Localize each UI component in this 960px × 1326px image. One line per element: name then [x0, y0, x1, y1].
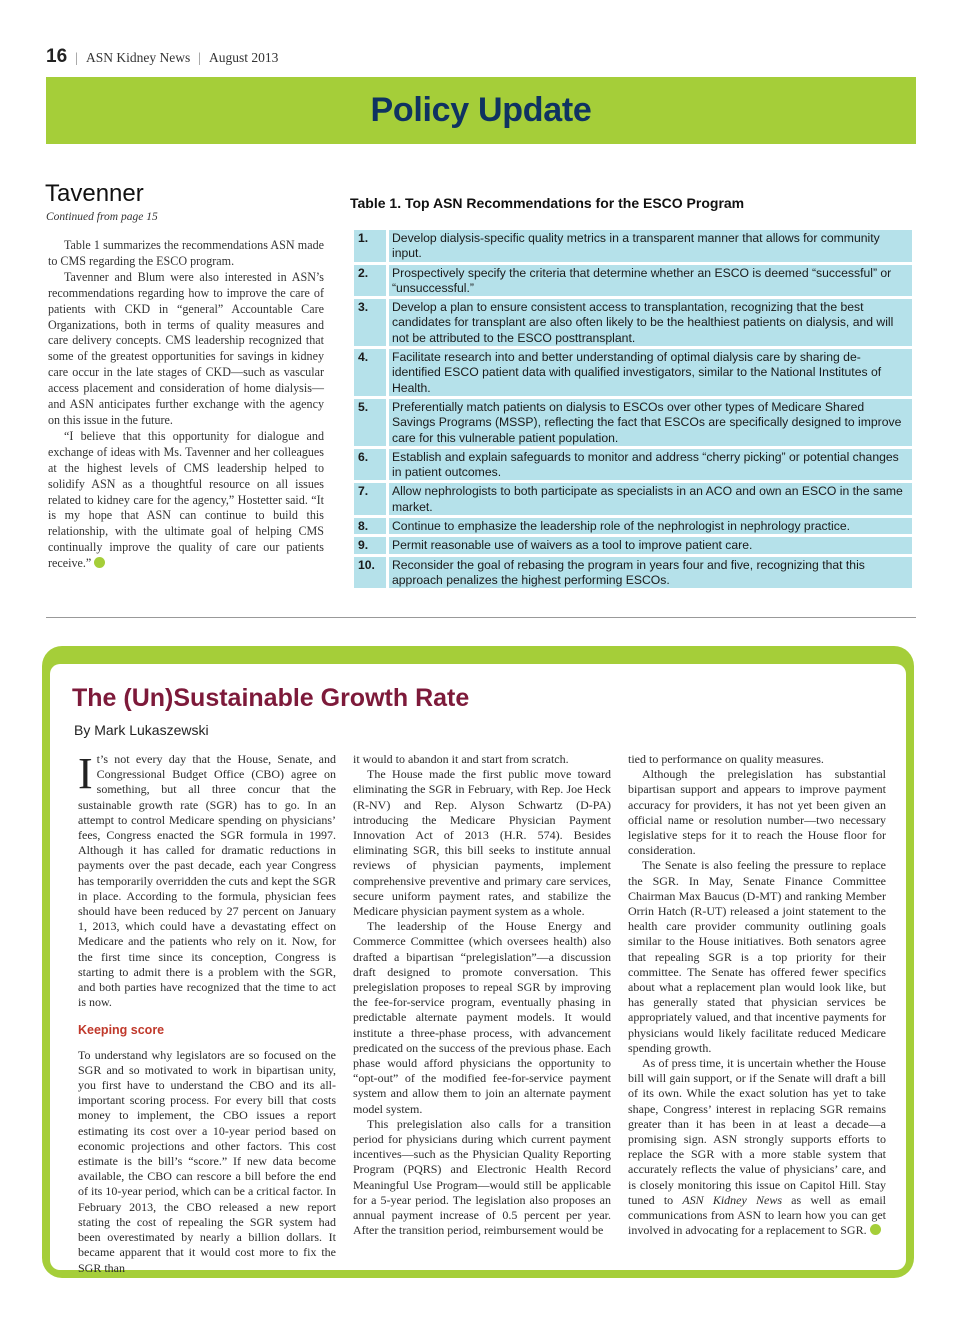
paragraph: Although the prelegislation has substantial bipartisan support and appears to improve payment accuracy for providers, it has not yet been given an official name or resolution number—two necessary legislative steps for it to reach the House floor for consideration. [628, 767, 886, 858]
paragraph: The House made the first public move toward eliminating the SGR in February, with Rep. Joe Heck (R-NV) and Rep. Alyson Schwartz (D-PA) introducing the Medicare Physician Payment Innovation Act of 2013 (H.R. 574). Besides eliminating SGR, this bill seeks to institute annual reviews of physician payments, implement comprehensive preventive and primary care services, secure uniform payment rates, and stabilize the Medicare physician payment system as a whole. [353, 767, 611, 919]
table-row [354, 557, 912, 589]
issue-date: August 2013 [209, 50, 279, 65]
row-text: Permit reasonable use of waivers as a tool to improve patient care. [389, 537, 912, 553]
row-number: 2. [354, 265, 386, 297]
page-header [46, 46, 278, 70]
table-row [354, 230, 912, 262]
paragraph: This prelegislation also calls for a transition period for physicians during which current payment incentives—such as the Physician Quality Reporting Program (PQRS) and Electronic Health Record Meaningful Use Program—would still be applicable for a 5-year period. The legislation also proposes an annual payment increase of 0.5 percent per year. After the transition period, reimbursement would be [353, 1116, 611, 1238]
paragraph: The Senate is also feeling the pressure to replace the SGR. In May, Senate Finance Committee Chairman Max Baucus (D-MT) and ranking Member Orrin Hatch (R-UT) released a joint statement to the health care provider community outlining goals similar to the House initiatives. Both senators agree that repealing SGR is a top priority for their committee. The Senate has offered fewer specifics about what a replacement plan would look like, but has generally stated that physician services be appropriately valued, and that incentive payments for physicians would likely facilitate reduced Medicare spending growth. [628, 858, 886, 1055]
row-text: Develop dialysis-specific quality metrics in a transparent manner that allows for community input. [389, 230, 912, 262]
sgr-column-2 [353, 752, 611, 1239]
end-mark-icon [94, 557, 105, 568]
paragraph-text: t’s not every day that the House, Senate, and Congressional Budget Office (CBO) agree on something, but all three concur that the sustainable growth rate (SGR) has to go. In an attempt to control Medicare spending on physicians’ fees, Congress enacted the SGR formula in 1997. Although it has called for dramatic reductions in payments over the past decade, each year Congress has temporarily overridden the cuts and kept the SGR in place. According to the formula, physician fees should have been reduced by 27 percent on January 1, 2013, which could have a devastating effect on Medicare and the patients who rely on it. Now, for the first time since its conception, Congress is starting to admit there is a problem with the SGR, and both parties have recognized that the time to act is now. [78, 752, 336, 1010]
tavenner-article-body [48, 238, 324, 572]
section-title: Policy Update [370, 91, 592, 129]
row-text: Develop a plan to ensure consistent access to transplantation, recognizing that the best candidates for transplant are also often likely to be the healthiest patients on dialysis, and will not be attributed to the ESCO posttransplant. [389, 299, 912, 346]
paragraph: tied to performance on quality measures. [628, 752, 824, 766]
paragraph [48, 429, 324, 572]
article-title-sgr: The (Un)Sustainable Growth Rate [72, 684, 470, 712]
publication-reference: ASN Kidney News [682, 1192, 783, 1207]
paragraph: The leadership of the House Energy and Commerce Committee (which oversees health) also drafted a bipartisan “prelegislation”—a discussion draft designed to promote conversation. This prelegislation proposes to repeal SGR by improving the fee-for-service program, eventually phasing in predictable alternate payment models. It would institute a three-phase process, with advancement predicated on the success of the previous phase. Each phase would afford physicians the opportunity to “opt-out” of the modified fee-for-service payment system and allow them to join an alternate payment model system. [353, 919, 611, 1116]
row-number: 8. [354, 518, 386, 534]
header-separator: | [198, 51, 202, 66]
sgr-column-1 [78, 749, 336, 1276]
page-number: 16 [46, 46, 68, 67]
row-text: Allow nephrologists to both participate as specialists in an ACO and own an ESCO in the same market. [389, 483, 912, 515]
continued-note: Continued from page 15 [46, 211, 158, 223]
section-divider [46, 617, 916, 618]
paragraph: it would to abandon it and start from scratch. [353, 752, 569, 766]
table-row [354, 349, 912, 396]
paragraph [78, 749, 336, 1010]
row-text: Prospectively specify the criteria that determine whether an ESCO is deemed “successful” or “unsuccessful.” [389, 265, 912, 297]
paragraph-text: as well as email communications from ASN to learn how you can get involved in advocating for a replacement to SGR. [628, 1192, 887, 1238]
recommendations-table [354, 230, 912, 591]
paragraph: Tavenner and Blum were also interested in ASN’s recommendations regarding how to improve the care of patients with CKD in “general” Accountable Care Organizations, both in terms of quality measures and care delivery concepts. CMS leadership recognized that some of the greatest opportunities for savings in kidney care occur in the late stages of CKD—such as vascular access placement and consideration of home dialysis—and ASN anticipates further exchange with the agency on this issue in the future. [48, 269, 324, 427]
row-number: 10. [354, 557, 386, 589]
paragraph: To understand why legislators are so focused on the SGR and so motivated to work in bipartisan unity, you first have to understand the CBO and its all-important scoring process. For every bill that costs money to implement, the CBO issues a report estimating its cost over a 10-year period based on economic projections and other factors. This cost estimate is the bill’s “score.” If new data become available, the CBO can rescore a bill before the end of its 10-year period, which can be a critical factor. In February 2013, the CBO released a new report stating the cost of repealing the SGR system had been overestimated by nearly a billion dollars. It became apparent that it would cost more to fix the SGR than [78, 1047, 336, 1275]
row-text: Establish and explain safeguards to monitor and address “cherry picking” or potential changes in patient outcomes. [389, 449, 912, 481]
row-number: 3. [354, 299, 386, 346]
drop-cap: I [78, 749, 93, 798]
table-row [354, 449, 912, 481]
row-number: 4. [354, 349, 386, 396]
row-number: 6. [354, 449, 386, 481]
publication-name: ASN Kidney News [85, 50, 191, 65]
row-number: 5. [354, 399, 386, 446]
paragraph-text: “I believe that this opportunity for dialogue and exchange of ideas with Ms. Tavenner and her colleagues at the highest levels of CMS leadership helped to solidify ASN as a thoughtful resource on all issues related to kidney care for the agency,” Hostetter said. “It is my hope that ASN can continue to build this relationship, with the ultimate goal of helping CMS continually improve the quality of care our patients receive.” [48, 428, 324, 571]
table-row [354, 265, 912, 297]
table-row [354, 537, 912, 553]
row-number: 9. [354, 537, 386, 553]
row-text: Reconsider the goal of rebasing the program in years four and five, recognizing that this approach penalizes the highest performing ESCOs. [389, 557, 912, 589]
table-row [354, 299, 912, 346]
row-text: Facilitate research into and better understanding of optimal dialysis care by sharing de-identified ESCO patient data with qualified investigators, similar to the National Institutes of Health. [389, 349, 912, 396]
section-banner [46, 77, 916, 144]
byline: By Mark Lukaszewski [74, 722, 209, 738]
paragraph: Table 1 summarizes the recommendations ASN made to CMS regarding the ESCO program. [48, 238, 324, 268]
sgr-column-3 [628, 752, 886, 1239]
row-number: 1. [354, 230, 386, 262]
paragraph [628, 1056, 886, 1238]
end-mark-icon [870, 1224, 881, 1235]
row-text: Preferentially match patients on dialysis to ESCOs over other types of Medicare Shared Savings Programs (MSSP), reflecting the fact that ESCOs are specifically designed to improve care for this vulnerable patient population. [389, 399, 912, 446]
table-row [354, 399, 912, 446]
subheading: Keeping score [78, 1023, 165, 1038]
table-row [354, 518, 912, 534]
row-text: Continue to emphasize the leadership role of the nephrologist in nephrology practice. [389, 518, 912, 534]
row-number: 7. [354, 483, 386, 515]
header-separator: | [75, 51, 78, 66]
table-row [354, 483, 912, 515]
paragraph-text: As of press time, it is uncertain whether the House bill will gain support, or if the Senate will draft a bill of its own. While the exact solution has yet to take shape, Congress’ interest in replacing SGR remains greater than it has been in at least a decade—a promising sign. ASN strongly supports efforts to replace the SGR with a more stable system that accurately reflects the value of physicians’ care, and is closely monitoring this issue on Capitol Hill. Stay tuned to [628, 1056, 886, 1207]
table-title: Table 1. Top ASN Recommendations for the ESCO Program [350, 195, 745, 211]
article-title-tavenner: Tavenner [45, 180, 144, 207]
